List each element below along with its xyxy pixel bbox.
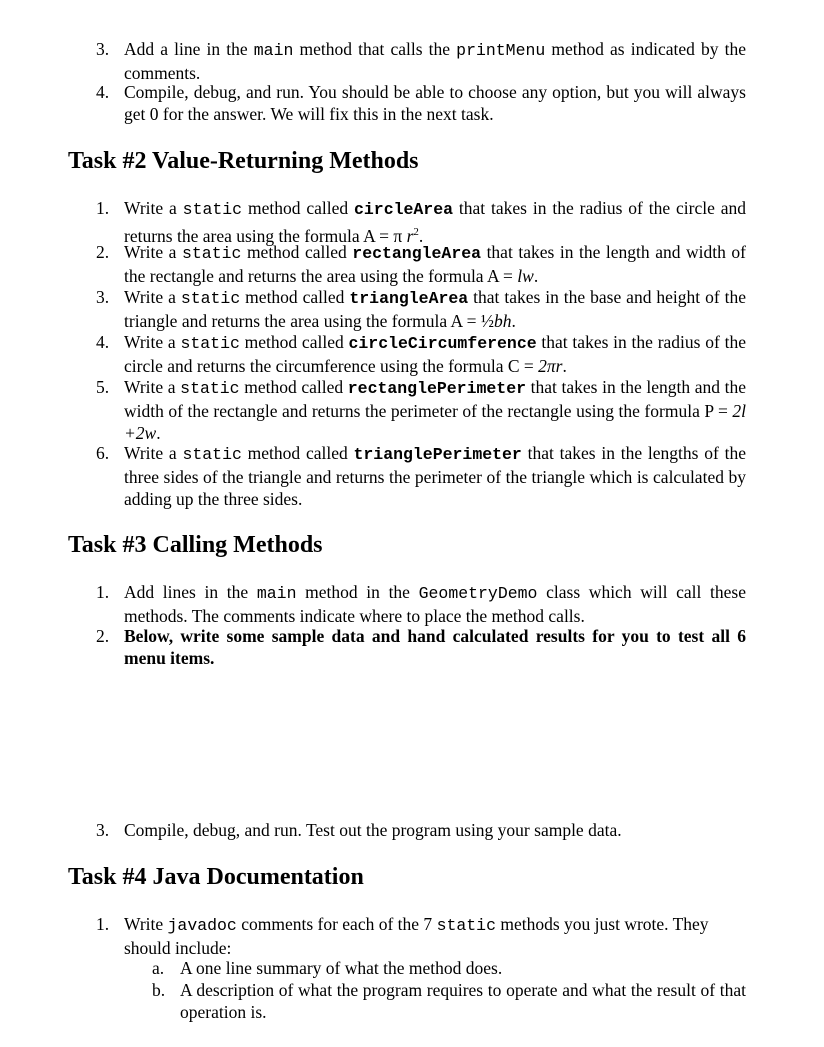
list-item <box>96 81 746 125</box>
item-text: Add lines in the main method in the GeometryDemo class which will call these methods. The comments indicate where to place the method calls. <box>124 582 747 626</box>
list-item: 3. Compile, debug, and run. Test out the program using your sample data. <box>96 819 746 841</box>
section-heading-task2: Task #2 Value-Returning Methods <box>68 148 419 174</box>
list-item: 5. Write a static method called rectanglePerimeter that takes in the length and the width of the rectangle and returns the perimeter of the rectangle using the formula P = 2l +2w. <box>96 377 746 443</box>
item-text: Compile, debug, and run. You should be able to choose any option, but you will always get 0 for the answer. We will fix this in the next task. <box>124 82 746 124</box>
item-number: 3. <box>96 39 110 59</box>
item-text: Write a static method called triangleArea that takes in the base and height of the triangle and returns the area using the formula A = ½bh. <box>124 287 746 331</box>
item-text: Write a static method called circleCircumference that takes in the radius of the circle and returns the circumference using the formula C = 2πr. <box>124 332 746 376</box>
item-text: Write a static method called trianglePerimeter that takes in the lengths of the three sides of the triangle and returns the perimeter of the triangle which is calculated by adding up the three sides. <box>124 443 746 509</box>
sub-list-item: b. A description of what the program requires to operate and what the result of that operation is. <box>152 980 746 1022</box>
list-item <box>96 38 746 84</box>
list-item: 2. Write a static method called rectangleArea that takes in the length and width of the rectangle and returns the area using the formula A = lw. <box>96 242 746 286</box>
item-number: 4. <box>96 82 110 102</box>
item-text: Write a static method called rectanglePerimeter that takes in the length and the width of the rectangle and returns the perimeter of the rectangle using the formula P = 2l +2w. <box>124 377 746 443</box>
item-text: Compile, debug, and run. Test out the program using your sample data. <box>124 820 622 840</box>
item-text: A description of what the program requires to operate and what the result of that operation is. <box>180 980 746 1022</box>
item-text: Write a static method called rectangleArea that takes in the length and width of the rectangle and returns the area using the formula A = lw. <box>124 242 746 286</box>
sub-list-item: a. A one line summary of what the method does. <box>152 957 746 979</box>
item-text: A one line summary of what the method does. <box>180 958 503 978</box>
section-heading-task4: Task #4 Java Documentation <box>68 864 364 890</box>
item-text: Write javadoc comments for each of the 7 static methods you just wrote. They should include: <box>124 914 709 958</box>
list-item: 6. Write a static method called trianglePerimeter that takes in the lengths of the three sides of the triangle and returns the perimeter of the triangle which is calculated by adding up the three sides. <box>96 443 746 509</box>
list-item: 4. Write a static method called circleCircumference that takes in the radius of the circle and returns the circumference using the formula C = 2πr. <box>96 332 746 376</box>
list-item: 2. Below, write some sample data and hand calculated results for you to test all 6 menu items. <box>96 626 746 668</box>
item-text: Add a line in the main method that calls the printMenu method as indicated by the comments. <box>124 39 746 83</box>
list-item: 1. Write a static method called circleArea that takes in the radius of the circle and returns the area using the formula A = π $r^2$. <box>96 198 746 246</box>
item-text: Below, write some sample data and hand calculated results for you to test all 6 menu items. <box>124 626 746 668</box>
list-item: 1. Add lines in the main method in the GeometryDemo class which will call these methods. The comments indicate where to place the method calls. <box>96 582 747 626</box>
list-item: 1. Write javadoc comments for each of the 7 static methods you just wrote. They should include: <box>96 913 746 959</box>
item-text: Write a static method called circleArea that takes in the radius of the circle and returns the area using the formula A = π $r^2$. <box>124 198 746 246</box>
section-heading-task3: Task #3 Calling Methods <box>68 532 323 558</box>
list-item: 3. Write a static method called triangleArea that takes in the base and height of the triangle and returns the area using the formula A = ½bh. <box>96 287 746 331</box>
